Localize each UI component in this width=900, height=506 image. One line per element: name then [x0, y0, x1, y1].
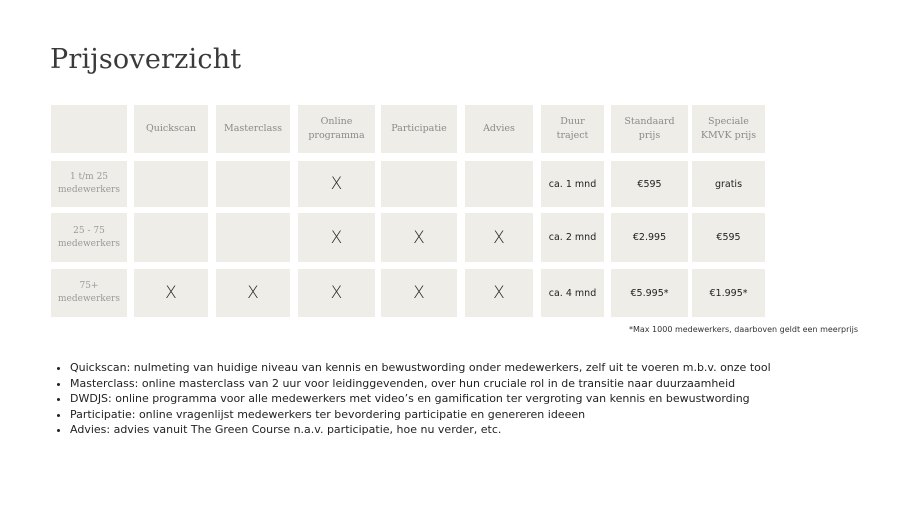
included-mark-text: X — [330, 227, 343, 248]
header-cell — [51, 105, 127, 153]
included-mark-text: X — [330, 283, 343, 303]
table-cell — [381, 161, 457, 207]
table-cell-text: €2.995 — [632, 232, 667, 243]
table-cell-text: gratis — [714, 178, 743, 190]
included-mark — [134, 269, 208, 317]
header-cell-text: Online programma — [308, 116, 365, 141]
included-mark — [298, 213, 375, 262]
included-mark-text: X — [413, 227, 425, 248]
table-cell — [611, 213, 688, 262]
row-label — [51, 161, 127, 207]
table-cell — [216, 161, 290, 207]
table-cell — [611, 269, 688, 317]
included-mark — [216, 269, 290, 317]
included-mark-text: X — [330, 174, 343, 194]
header-cell — [611, 105, 688, 153]
included-mark-text: X — [165, 283, 177, 303]
table-cell — [692, 213, 765, 262]
header-cell — [216, 105, 290, 153]
table-cell — [541, 161, 604, 207]
footnote: *Max 1000 medewerkers, daarboven geldt een meerprijs — [628, 325, 858, 334]
included-mark-text: X — [247, 283, 259, 303]
included-mark — [298, 269, 375, 317]
header-cell — [692, 105, 765, 153]
table-cell-text: €1.995* — [709, 287, 748, 299]
note-quickscan: • Quickscan: nulmeting van huidige niveau van kennis en bewustwording onder medewerkers, zelf uit te voeren m.b.v. onze tool — [70, 360, 771, 376]
included-mark — [381, 213, 457, 262]
header-cell — [134, 105, 208, 153]
table-cell-text: ca. 1 mnd — [548, 178, 597, 190]
header-cell — [541, 105, 604, 153]
included-mark — [465, 269, 533, 317]
header-cell — [465, 105, 533, 153]
note-participatie: • Participatie: online vragenlijst medewerkers ter bevordering participatie en genereren ideeen — [70, 407, 771, 423]
header-cell-text: Quickscan — [145, 123, 196, 134]
table-cell — [611, 161, 688, 207]
table-cell — [692, 161, 765, 207]
row-label — [51, 213, 127, 262]
included-mark-text: X — [493, 283, 505, 303]
row-label-text: 25 - 75 medewerkers — [58, 225, 120, 249]
included-mark — [465, 213, 533, 262]
table-cell-text: €595 — [716, 232, 741, 243]
table-cell — [692, 269, 765, 317]
header-cell-text: Duur traject — [556, 116, 589, 141]
header-cell-text: Speciale KMVK prijs — [700, 116, 757, 141]
included-mark — [298, 161, 375, 207]
table-cell — [134, 213, 208, 262]
table-cell-text: €5.995* — [630, 287, 669, 299]
included-mark-text: X — [413, 283, 425, 303]
table-cell — [541, 213, 604, 262]
note-dwdjs: • DWDJS: online programma voor alle medewerkers met video’s en gamification ter vergroting van kennis en bewustwording — [70, 391, 771, 407]
header-cell — [298, 105, 375, 153]
header-cell-text: Advies — [483, 123, 515, 134]
note-masterclass: • Masterclass: online masterclass van 2 uur voor leidinggevenden, over hun cruciale rol in de transitie naar duurzaamheid — [70, 376, 771, 392]
table-cell — [541, 269, 604, 317]
included-mark-text: X — [493, 227, 505, 248]
notes-list — [52, 360, 771, 438]
header-cell-text: Participatie — [391, 123, 447, 134]
included-mark — [381, 269, 457, 317]
table-cell — [465, 161, 533, 207]
table-cell — [134, 161, 208, 207]
page-title: Prijsoverzicht — [50, 44, 242, 75]
table-cell-text: ca. 2 mnd — [548, 232, 597, 243]
table-cell-text: €595 — [637, 178, 662, 190]
row-label-text: 75+ medewerkers — [58, 281, 120, 304]
table-cell-text: ca. 4 mnd — [548, 287, 597, 299]
header-cell — [381, 105, 457, 153]
table-cell — [216, 213, 290, 262]
header-cell-text: Standaard prijs — [624, 116, 675, 141]
row-label-text: 1 t/m 25 medewerkers — [58, 172, 120, 195]
header-cell-text: Masterclass — [223, 123, 283, 134]
row-label — [51, 269, 127, 317]
note-advies: • Advies: advies vanuit The Green Course n.a.v. participatie, hoe nu verder, etc. — [70, 422, 771, 438]
